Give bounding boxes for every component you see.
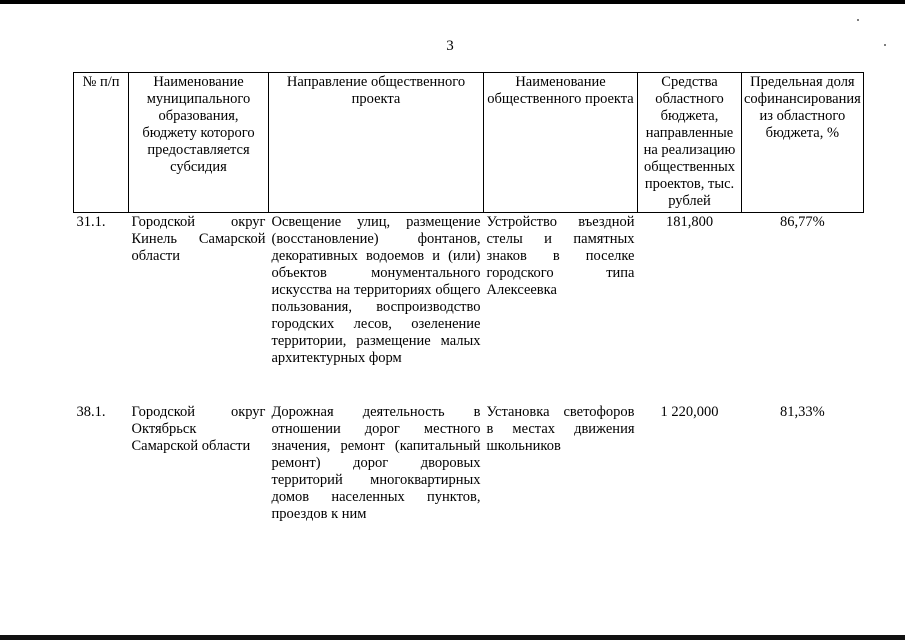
table-row (74, 403, 864, 534)
row-direction: Освещение улиц, размещение (восстановление) фонтанов, декоративных водоемов и (или) объектов монументального искусства на территориях общего пользования, воспроизводство городских лесов, озеленение территории, размещение малых архитектурных форм (271, 214, 481, 366)
page-number: 3 (446, 38, 454, 54)
scan-speck (857, 19, 859, 21)
header-project: Наименование общественного проекта (484, 73, 638, 213)
scan-bottom-edge (0, 635, 905, 640)
header-direction: Направление общественного проекта (269, 73, 484, 213)
header-num: № п/п (74, 73, 129, 213)
table-row (74, 213, 864, 404)
row-project: Установка светофоров в местах движения школьников (486, 404, 635, 454)
row-project: Устройство въездной стелы и памятных знаков в поселке городского типа Алексеевка (486, 214, 635, 298)
table-header-row (74, 73, 864, 213)
header-municipality: Наименование муниципального образования, бюджету которого предоставляется субсидия (129, 73, 269, 213)
header-share: Предельная доля софинансирования из областного бюджета, % (742, 73, 864, 213)
row-share: 81,33% (780, 404, 825, 420)
row-share: 86,77% (780, 214, 825, 230)
subsidy-table (73, 72, 864, 534)
header-funds: Средства областного бюджета, направленные на реализацию общественных проектов, тыс. рублей (638, 73, 742, 213)
row-municipality: Городской округ Кинель Самарской области (131, 214, 266, 264)
row-number: 31.1. (76, 214, 106, 230)
scan-speck (884, 44, 886, 46)
row-number: 38.1. (76, 404, 106, 420)
row-funds: 1 220,000 (660, 404, 719, 420)
row-municipality: Городской округ Октябрьск Самарской области (131, 404, 266, 454)
scan-top-edge (0, 0, 905, 4)
row-direction: Дорожная деятельность в отношении дорог местного значения, ремонт (капитальный ремонт) дорог дворовых территорий многоквартирных домов населенных пунктов, проездов к ним (271, 404, 481, 522)
row-funds: 181,800 (665, 214, 714, 230)
